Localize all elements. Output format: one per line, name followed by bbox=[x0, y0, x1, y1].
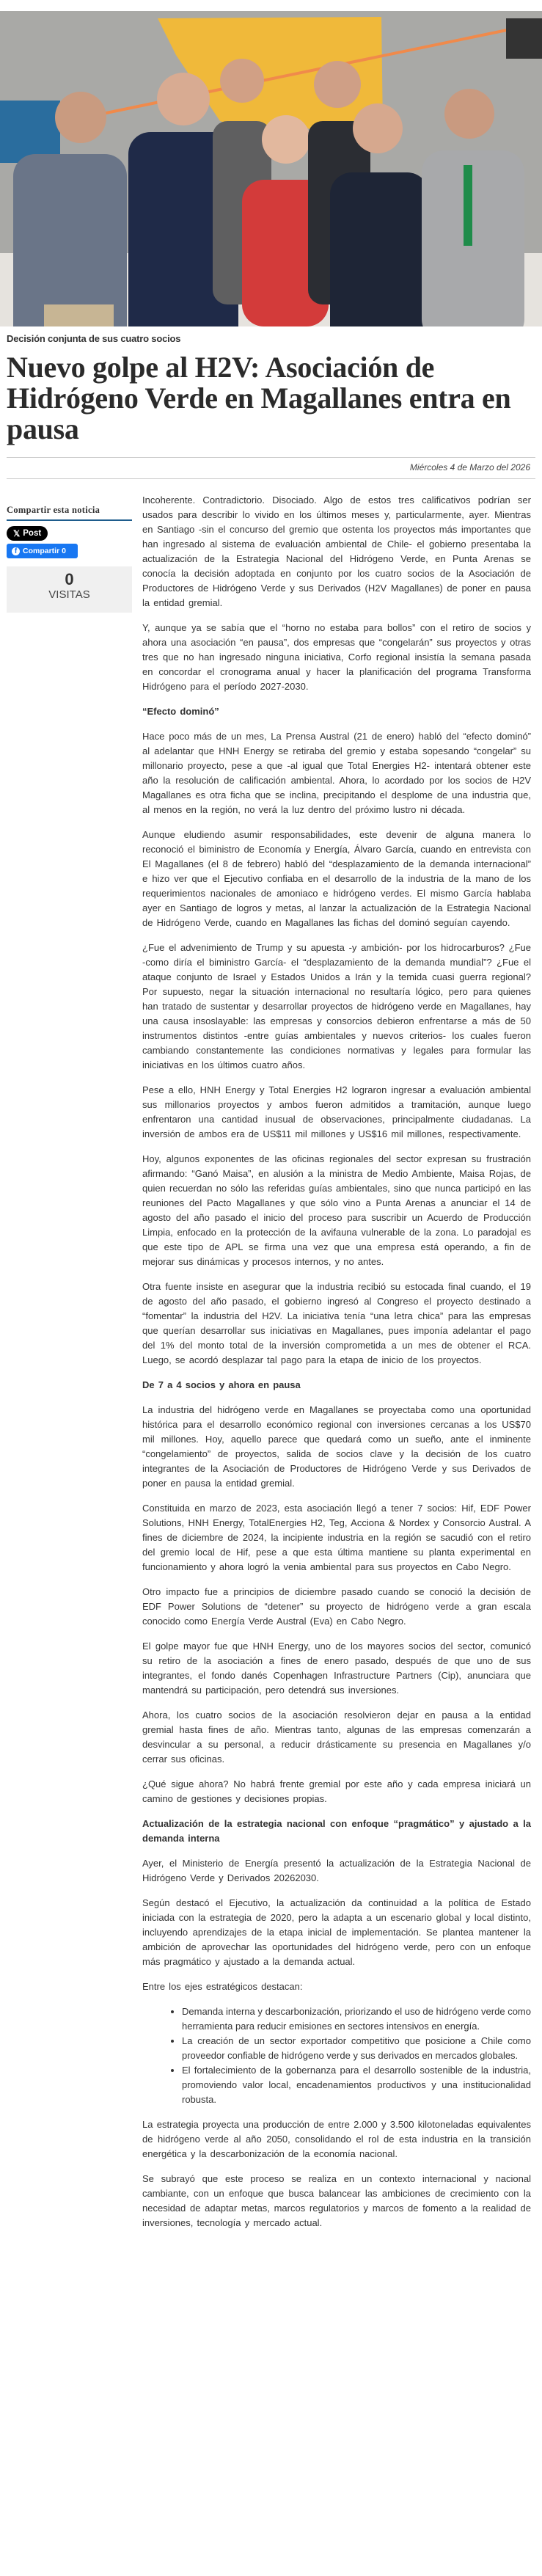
paragraph: ¿Qué sigue ahora? No habrá frente gremial por este año y cada empresa iniciará un camino de gestiones y decisiones propias. bbox=[142, 1778, 531, 1804]
section-heading: “Efecto dominó” bbox=[142, 706, 219, 717]
x-logo-icon: 𝕏 bbox=[13, 530, 21, 539]
paragraph: Constituida en marzo de 2023, esta asociación llegó a tener 7 socios: Hif, EDF Power Solutions, HNH Energy, TotalEnergies H2, Teg, Acciona & Nordex y Consorcio Austral. A fines de diciembre de 2024, la incipiente industria en la región se sacudió con el retiro del gremio local de Hif, pese a que esta última mantiene su planta experimental en funcionamiento y ahora logró la venia ambiental para sus proyectos en Cabo Negro. bbox=[142, 1503, 531, 1572]
visits-counter bbox=[7, 566, 132, 613]
list-item: • Demanda interna y descarbonización, priorizando el uso de hidrógeno verde como herramienta para reducir emisiones en sectores intensivos en energía. bbox=[182, 2004, 531, 2034]
strategic-axes-list bbox=[142, 2004, 531, 2107]
article-kicker: Decisión conjunta de sus cuatro socios bbox=[7, 333, 181, 344]
paragraph: ¿Fue el advenimiento de Trump y su apuesta -y ambición- por los hidrocarburos? ¿Fue -como diría el biministro García- el “desplazamiento de la demanda mundial”? ¿Fue el ataque conjunto de Israel y Estados Unidos a Irán y la temida cuasi guerra regional? Por supuesto, negar la situación internacional no resultaría lógico, pero para quienes han tratado de sustentar y desarrollar proyectos de hidrógeno verde en Magallanes, hay una causa insoslayable: las empresas y consorcios debieron enfrentarse a más de 50 instrumentos distintos -entre guías ambientales y nuevos criterios- los cuales fueron cambiando constantemente las condiciones normativas y legales para formular las iniciativas en los últimos cuatro años. bbox=[142, 942, 531, 1070]
x-post-label: Post bbox=[23, 529, 42, 538]
paragraph: Y, aunque ya se sabía que el “horno no estaba para bollos” con el retiro de socios y ahora una asociación “en pausa”, dos empresas que “congelarán” sus proyectos y otras tres que no han ingresado ninguna iniciativa, Corfo regional insistía la semana pasada en concordar el cronograma anual y hacer la planificación del programa Transforma Hidrógeno para el período 2027-2030. bbox=[142, 622, 531, 692]
section-heading: Actualización de la estrategia nacional con enfoque “pragmático” y ajustado a la demanda interna bbox=[142, 1818, 531, 1844]
paragraph: Pese a ello, HNH Energy y Total Energies H2 lograron ingresar a evaluación ambiental sus millonarios proyectos y ambos fueron admitidos a tramitación, aunque luego enfrentaron una cantidad inusual de observaciones, principalmente ciudadanas. La inversión de ambos era de US$11 mil millones y US$16 mil millones, respectivamente. bbox=[142, 1084, 531, 1139]
article-body bbox=[142, 493, 531, 2241]
paragraph: La industria del hidrógeno verde en Magallanes se proyectaba como una oportunidad histórica para el desarrollo económico regional con inversiones cercanas a los US$70 mil millones. Hoy, aquello parece que quedará como un sueño, ante el inminente “congelamiento” de proyectos, salida de socios clave y la decisión de los cuatro integrantes de la Asociación de Productores de Hidrógeno Verde y sus Derivados de poner en pausa la entidad gremial. bbox=[142, 1404, 531, 1489]
paragraph: Hoy, algunos exponentes de las oficinas regionales del sector expresan su frustración afirmando: “Ganó Maisa”, en alusión a la ministra de Medio Ambiente, Maisa Rojas, de quien recuerdan no sólo las referidas guías ambientales, sino que nunca participó en las reuniones del Pacto Magallanes y que sólo vino a Punta Arenas a anunciar el 14 de agosto del año pasado el inicio del proceso para suscribir un Acuerdo de Producción Limpia, enfocado en la protección de la avifauna vulnerable de la zona. Lo paradojal es que este tipo de APL se firma una vez que una empresa está operando, a fin de mejorar sus dinámicas y procesos internos, y no antes. bbox=[142, 1153, 531, 1267]
paragraph: Según destacó el Ejecutivo, la actualización da continuidad a la política de Estado iniciada con la estrategia de 2020, pero la adapta a un escenario global y local distinto, incluyendo aprendizajes de la etapa inicial de implementación. Se plantea mantener la ambición de aprovechar las oportunidades del hidrógeno verde, pero con un enfoque más pragmático y ajustado a la demanda actual. bbox=[142, 1897, 531, 1967]
facebook-share-button[interactable] bbox=[7, 544, 78, 558]
facebook-share-label: Compartir 0 bbox=[23, 547, 66, 555]
group-photo-image bbox=[0, 11, 542, 326]
facebook-icon: f bbox=[12, 547, 20, 555]
divider bbox=[7, 457, 535, 458]
paragraph: Otra fuente insiste en asegurar que la industria recibió su estocada final cuando, el 19 de agosto del año pasado, el gobierno ingresó al Congreso el proyecto destinado a “fomentar” la industria del H2V. La iniciativa tenía “una letra chica” para las empresas que querían desarrollar sus iniciativas en Magallanes, pues imponía adelantar el pago del 1% del monto total de la inversión comprometida a un mes de obtener el RCA. Luego, se acordó desplazar tal pago para la etapa de inicio de los proyectos. bbox=[142, 1281, 531, 1365]
paragraph: Ahora, los cuatro socios de la asociación resolvieron dejar en pausa a la entidad gremial hasta fines de año. Mientras tanto, algunas de las empresas comenzarán a desvincular a su personal, a reducir drásticamente su presencia en Magallanes y/o cerrar sus oficinas. bbox=[142, 1710, 531, 1765]
article-photo bbox=[0, 11, 542, 326]
paragraph: La estrategia proyecta una producción de entre 2.000 y 3.500 kilotoneladas equivalentes de hidrógeno verde al año 2050, consolidando el rol de esta industria en la transición energética y la descarbonización de la economía nacional. bbox=[142, 2119, 531, 2159]
share-sidebar bbox=[7, 505, 132, 613]
list-item: • El fortalecimiento de la gobernanza para el desarrollo sostenible de la industria, promoviendo valor local, encadenamientos productivos y una institucionalidad robusta. bbox=[182, 2063, 531, 2107]
paragraph: El golpe mayor fue que HNH Energy, uno de los mayores socios del sector, comunicó su retiro de la asociación a fines de enero pasado, después de que uno de sus integrantes, el fondo danés Copenhagen Infrastructure Partners (Cip), anunciara que mantendrá su participación, pero detendrá sus inversiones. bbox=[142, 1641, 531, 1696]
share-title: Compartir esta noticia bbox=[7, 505, 132, 521]
list-item: • La creación de un sector exportador competitivo que posicione a Chile como proveedor confiable de hidrógeno verde y sus derivados en mercados globales. bbox=[182, 2034, 531, 2063]
article-date: Miércoles 4 de Marzo del 2026 bbox=[409, 462, 530, 472]
paragraph: Hace poco más de un mes, La Prensa Austral (21 de enero) habló del “efecto dominó” al adelantar que HNH Energy se retiraba del gremio y estaba sopesando “congelar” su millonario proyecto, pese a que -al igual que Total Energies H2- intentará obtener este año la resolución de calificación ambiental. Ahora, lo acordado por los socios de H2V Magallanes es otra ficha que se inclina, precipitando el desplome de una industria que, al menos en la región, no verá la luz dentro del próximo lustro ni década. bbox=[142, 731, 531, 815]
article-title: Nuevo golpe al H2V: Asociación de Hidrógeno Verde en Magallanes entra en pausa bbox=[7, 351, 511, 445]
paragraph: Se subrayó que este proceso se realiza en un contexto internacional y nacional cambiante, con un enfoque que busca balancear las ambiciones de crecimiento con la necesidad de adaptar metas, marcos regulatorios y marcos de fomento a la realidad de inversiones, tecnología y mercado actual. bbox=[142, 2173, 531, 2228]
paragraph: Incoherente. Contradictorio. Disociado. Algo de estos tres calificativos podrían ser usados para describir lo vivido en los últimos meses y, particularmente, ayer. Mientras en Santiago -sin el concurso del gremio que ostenta los proyectos más importantes que han ingresado al sistema de evaluación ambiental de Chile- el gobierno presentaba la actualización de la Estrategia Nacional del Hidrógeno Verde, en Punta Arenas se conocía la decisión adoptada en conjunto por los cuatro socios de la Asociación de Productores de Hidrógeno Verde y sus Derivados (H2V Magallanes) de poner en pausa la entidad gremial. bbox=[142, 495, 531, 608]
paragraph: Entre los ejes estratégicos destacan: bbox=[142, 1981, 303, 1992]
visits-label: VISITAS bbox=[48, 588, 90, 601]
visits-count: 0 bbox=[65, 570, 74, 588]
divider bbox=[7, 478, 535, 479]
paragraph: Ayer, el Ministerio de Energía presentó la actualización de la Estrategia Nacional de Hidrógeno Verde y Derivados 20262030. bbox=[142, 1858, 531, 1883]
paragraph: Aunque eludiendo asumir responsabilidades, este devenir de alguna manera lo reconoció el biministro de Economía y Energía, Álvaro García, cuando en entrevista con El Magallanes (el 8 de febrero) habló del “desplazamiento de la demanda internacional” e hizo ver que el Ejecutivo confiaba en el desarrollo de la industria de la mano de los requerimientos nacionales de amoniaco e hidrógeno verdes. El mismo García hablaba ayer en Santiago de logros y metas, al lanzar la actualización de la Estrategia Nacional de Hidrógeno Verde, cuando en Magallanes las fichas del dominó seguían cayendo. bbox=[142, 829, 531, 928]
section-heading: De 7 a 4 socios y ahora en pausa bbox=[142, 1379, 301, 1390]
x-post-button[interactable] bbox=[7, 526, 48, 541]
paragraph: Otro impacto fue a principios de diciembre pasado cuando se conoció la decisión de EDF Power Solutions de “detener” su proyecto de hidrógeno verde a gran escala conocido como Energía Verde Austral (Eva) en Cabo Negro. bbox=[142, 1586, 531, 1627]
